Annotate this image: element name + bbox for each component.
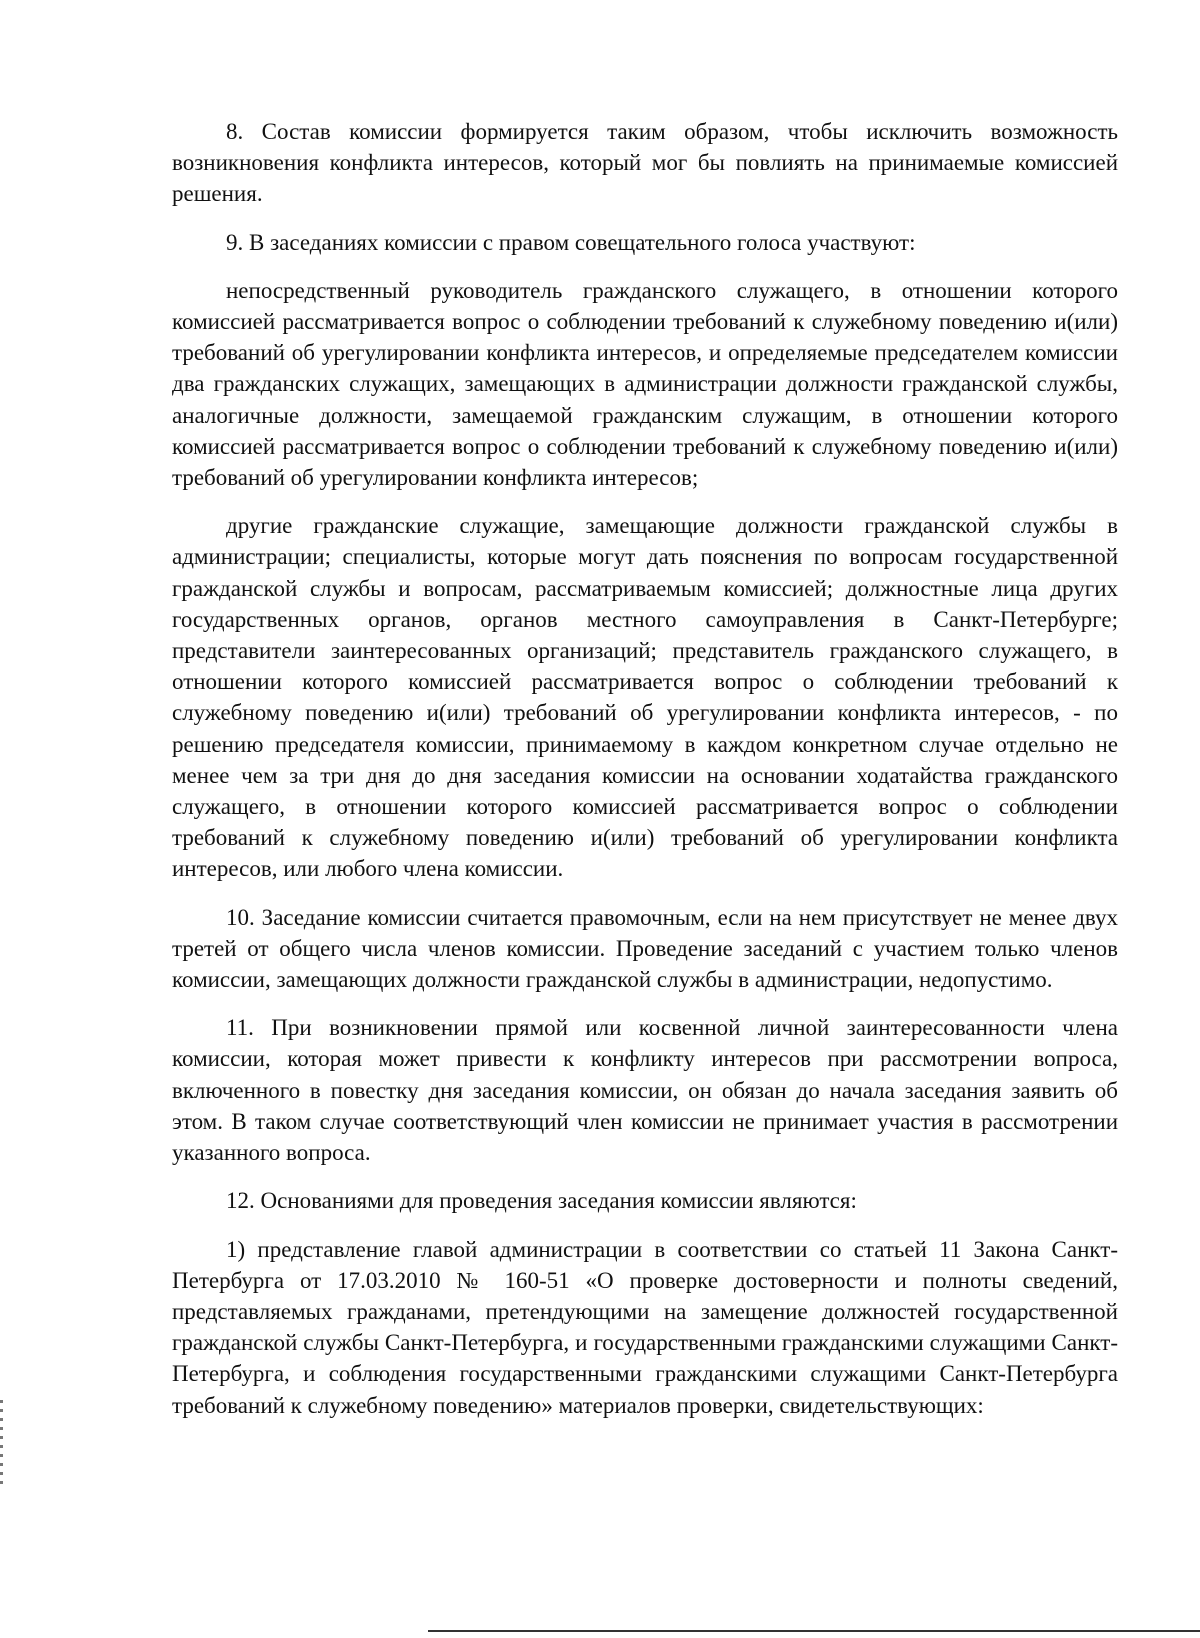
paragraph-12: 12. Основаниями для проведения заседания комиссии являются: xyxy=(226,1188,857,1214)
scan-bottom-edge xyxy=(428,1630,1200,1632)
paragraph-9-item-supervisor: непосредственный руководитель гражданского служащего, в отношении которого комиссией рассматривается вопрос о соблюдении требований к служебному поведению и(или) требований об урегулировании конфликта интересов, и определяемые председателем комиссии два гражданских служащих, замещающих в администрации должности гражданской службы, аналогичные должности, замещаемой гражданским служащим, в отношении которого комиссией рассматривается вопрос о соблюдении требований к служебному поведению и(или) требований об урегулировании конфликта интересов; xyxy=(172,277,1118,491)
paragraph-12-item-1: 1) представление главой администрации в соответствии со статьей 11 Закона Санкт-Петербурга от 17.03.2010 № 160-51 «О проверке достоверности и полноты сведений, представляемых гражданами, претендующими на замещение должностей государственной гражданской службы Санкт-Петербурга, и государственными гражданскими служащими Санкт-Петербурга, и соблюдения государственными гражданскими служащими Санкт-Петербурга требований к служебному поведению» материалов проверки, свидетельствующих: xyxy=(172,1236,1118,1418)
paragraph-9: 9. В заседаниях комиссии с правом совещательного голоса участвуют: xyxy=(226,229,916,255)
paragraph-8: 8. Состав комиссии формируется таким образом, чтобы исключить возможность возникновения конфликта интересов, который мог бы повлиять на принимаемые комиссией решения. xyxy=(172,119,1118,207)
scan-edge-artifact xyxy=(0,1400,3,1490)
paragraph-11: 11. При возникновении прямой или косвенной личной заинтересованности члена комиссии, которая может привести к конфликту интересов при рассмотрении вопроса, включенного в повестку дня заседания комиссии, он обязан до начала заседания заявить об этом. В таком случае соответствующий член комиссии не принимает участия в рассмотрении указанного вопроса. xyxy=(172,1015,1118,1166)
document-body xyxy=(172,116,1118,1421)
paragraph-10: 10. Заседание комиссии считается правомочным, если на нем присутствует не менее двух третей от общего числа членов комиссии. Проведение заседаний с участием только членов комиссии, замещающих должности гражданской службы в администрации, недопустимо. xyxy=(172,904,1118,993)
paragraph-9-item-others: другие гражданские служащие, замещающие должности гражданской службы в администрации; специалисты, которые могут дать пояснения по вопросам государственной гражданской службы и вопросам, рассматриваемым комиссией; должностные лица других государственных органов, органов местного самоуправления в Санкт-Петербурге; представители заинтересованных организаций; представитель гражданского служащего, в отношении которого комиссией рассматривается вопрос о соблюдении требований к служебному поведению и(или) требований об урегулировании конфликта интересов, - по решению председателя комиссии, принимаемому в каждом конкретном случае отдельно не менее чем за три дня до дня заседания комиссии на основании ходатайства гражданского служащего, в отношении которого комиссией рассматривается вопрос о соблюдении требований к служебному поведению и(или) требований об урегулировании конфликта интересов, или любого члена комиссии. xyxy=(172,513,1118,882)
